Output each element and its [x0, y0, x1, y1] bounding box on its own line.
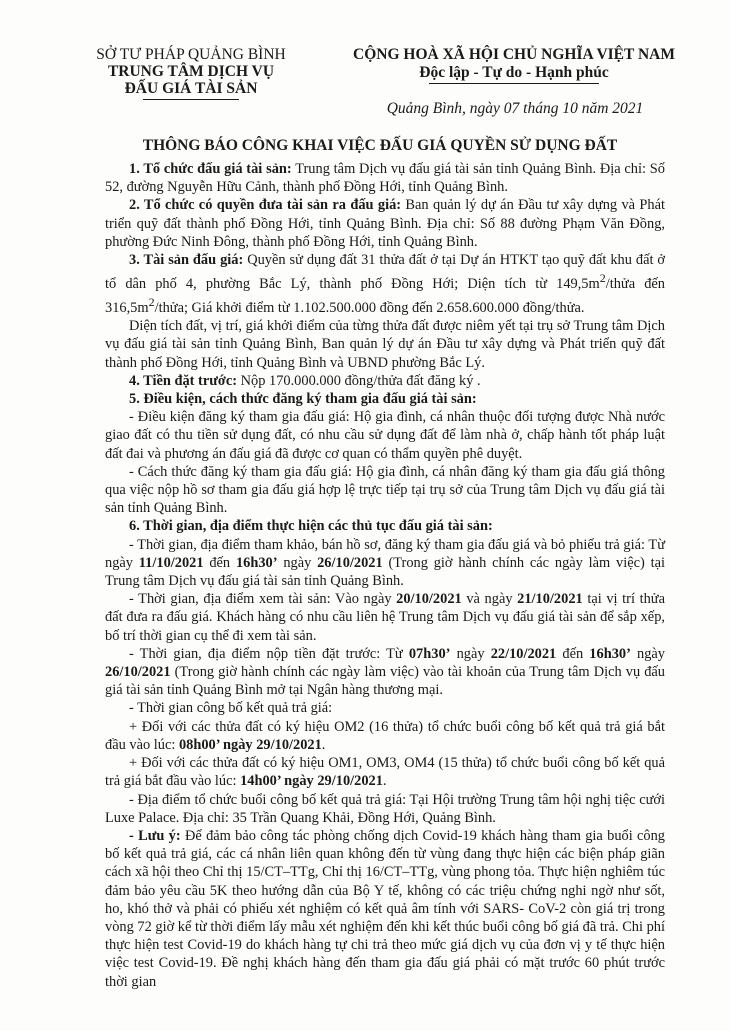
section-6-label: 6. Thời gian, địa điểm thực hiện các thủ tục đấu giá tài sản: — [129, 518, 493, 535]
session-start: 14h00’ ngày 29/10/2021 — [240, 773, 383, 790]
section-5-label: 5. Điều kiện, cách thức đăng ký tham gia đấu giá tài sản: — [129, 391, 477, 408]
section-4 — [105, 372, 665, 390]
text-run: đến — [203, 554, 236, 571]
org-line-1: SỞ TƯ PHÁP QUẢNG BÌNH — [96, 46, 286, 63]
text-run: tại vị trí thửa đất đưa ra đấu giá. Khách hàng có nhu cầu liên hệ Trung tâm Dịch vụ đấu giá tài sản để sắp xếp, bố trí thời gian cụ thể đi xem tài sản. — [105, 591, 665, 644]
section-6-deposit — [105, 645, 665, 700]
date-value: 26/10/2021 — [105, 664, 171, 681]
section-6-venue: - Địa điểm tổ chức buổi công bố kết quả trả giá: Tại Hội trường Trung tâm hội nghị tiệc cưới Luxe Palace. Địa chỉ: 35 Trần Quang Khải, Đồng Hới, Quảng Bình. — [105, 791, 665, 826]
national-motto: Độc lập - Tự do - Hạnh phúc — [419, 64, 609, 81]
section-5-heading — [105, 390, 665, 408]
national-header — [330, 46, 698, 84]
section-1 — [105, 160, 665, 196]
text-run: (Trong giờ hành chính các ngày làm việc) vào tài khoản của Trung tâm Dịch vụ đấu giá tài sản tỉnh Quảng Bình mở tại Ngân hàng thương mại. — [105, 664, 665, 699]
area-unit-superscript-1: 2 — [599, 271, 606, 286]
time-value: 16h30’ — [235, 554, 278, 571]
text-run: + Đối với các thửa đất có ký hiệu OM2 (16 thửa) tổ chức buổi công bố kết quả trả giá bắt đầu vào lúc: — [105, 718, 665, 753]
note-text: Để đảm bảo công tác phòng chống dịch Covid-19 khách hàng tham gia buổi công bố kết quả trả giá, các cá nhân liên quan không đến từ vùng đang thực hiện các biện pháp giãn cách xã hội theo Chỉ thị 15/CT–TTg, Chỉ thị 16/CT–TTg, vùng phong tỏa. Thực hiện nghiêm túc đảm bảo yêu cầu 5K theo hướng dẫn của Bộ Y tế, không có các triệu chứng nghi ngờ như sốt, ho, khó thở và phải có phiếu xét nghiệm có kết quả âm tính với SARS- CoV-2 còn giá trị trong vòng 72 giờ kể từ thời điểm lấy mẫu xét nghiệm đến khi kết thúc buổi công bố giá đã trả. Chi phí thực hiện test Covid-19 do khách hàng tự chi trả theo mức giá dịch vụ của đơn vị y tế thực hiện việc test Covid-19. Đề nghị khách hàng đến tham gia đấu giá phải có mặt trước 60 phút trước thời gian — [105, 827, 666, 990]
section-2-text: Ban quản lý dự án Đầu tư xây dựng và Phát triển quỹ đất thành phố Đồng Hới, tỉnh Quảng Bình. Địa chỉ: Số 88 đường Phạm Văn Đồng, phường Đức Ninh Đông, thành phố Đồng Hới, tỉnh Quảng Bình. — [105, 197, 665, 250]
text-run: + Đối với các thửa đất có ký hiệu OM1, OM3, OM4 (15 thửa) tổ chức buổi công bố kết quả trả giá bắt đầu vào lúc: — [105, 755, 665, 790]
text-run: và ngày — [461, 591, 518, 608]
section-4-label: 4. Tiền đặt trước: — [129, 372, 238, 389]
org-underline — [143, 99, 239, 100]
section-1-text: Trung tâm Dịch vụ đấu giá tài sản tỉnh Quảng Bình. Địa chỉ: Số 52, đường Nguyễn Hữu Cảnh, thành phố Đồng Hới, tỉnh Quảng Bình. — [105, 161, 665, 196]
section-6-note — [105, 827, 665, 991]
section-5-method: - Cách thức đăng ký tham gia đấu giá: Hộ gia đình, cá nhân đăng ký tham gia đấu giá thông qua việc nộp hồ sơ tham gia đấu giá hợp lệ trực tiếp tại trụ sở của Trung tâm Dịch vụ đấu giá tài sản tỉnh Quảng Bình. — [105, 463, 665, 517]
area-unit-superscript-2: 2 — [148, 295, 155, 310]
date-value: 20/10/2021 — [396, 591, 462, 608]
section-6-announcement-time: - Thời gian công bố kết quả trả giá: — [129, 700, 333, 717]
section-1-label: 1. Tổ chức đấu giá tài sản: — [129, 161, 292, 177]
section-2 — [105, 196, 665, 251]
org-line-2: TRUNG TÂM DỊCH VỤ — [107, 63, 275, 80]
date-value: 21/10/2021 — [517, 591, 583, 608]
time-value: 16h30’ — [589, 645, 631, 662]
text-run: - Thời gian, địa điểm xem tài sản: Vào ngày — [129, 591, 397, 608]
note-label: - Lưu ý: — [129, 827, 181, 844]
section-6-registration — [105, 536, 665, 591]
motto-underline — [429, 83, 599, 84]
section-6-viewing — [105, 590, 665, 645]
section-2-label: 2. Tổ chức có quyền đưa tài sản ra đấu giá: — [129, 197, 402, 214]
text-run: đến — [556, 645, 590, 662]
session-start: 08h00’ ngày 29/10/2021 — [178, 736, 322, 753]
section-6-om1-om3-om4-session — [105, 754, 665, 790]
document-body — [105, 160, 665, 991]
section-6-om2-session — [105, 718, 665, 754]
date-value: 11/10/2021 — [138, 554, 204, 571]
section-3 — [105, 251, 665, 317]
date-value: 22/10/2021 — [490, 645, 557, 662]
org-line-3: ĐẤU GIÁ TÀI SẢN — [124, 80, 258, 97]
document-date: Quảng Bình, ngày 07 tháng 10 năm 2021 — [386, 100, 644, 117]
text-run: ngày — [450, 645, 491, 662]
issuing-organization — [78, 46, 304, 100]
text-run: (Trong giờ hành chính các ngày làm việc) tại Trung tâm Dịch vụ đấu giá tài sản tỉnh Quảng Bình. — [105, 554, 665, 590]
section-3-note: Diện tích đất, vị trí, giá khởi điểm của từng thửa đất được niêm yết tại trụ sở Trung tâm Dịch vụ đấu giá tài sản tỉnh Quảng Bình, Ban quản lý dự án Đầu tư xây dựng và Phát triển quỹ đất thành phố Đồng Hới, tỉnh Quảng Bình và UBND phường Bắc Lý. — [105, 318, 665, 371]
text-run: . — [321, 736, 326, 753]
section-4-text: Nộp 170.000.000 đồng/thửa đất đăng ký . — [237, 372, 481, 389]
text-run: - Thời gian, địa điểm nộp tiền đặt trước: Từ — [129, 645, 409, 662]
text-run: . — [382, 773, 387, 790]
section-5-conditions: - Điều kiện đăng ký tham gia đấu giá: Hộ gia đình, cá nhân thuộc đối tượng được Nhà nước giao đất có thu tiền sử dụng đất, có nhu cầu sử dụng đất để làm nhà ở, chấp hành tốt pháp luật đất đai và phương án đấu giá đã được cơ quan có thẩm quyền phê duyệt. — [105, 409, 665, 462]
text-run: ngày — [630, 645, 665, 662]
section-3-text-a: Quyền sử dụng đất 31 thửa đất ở tại Dự án HTKT tạo quỹ đất khu đất ở tổ dân phố 4, phường Bắc Lý, thành phố Đồng Hới; Diện tích từ 149,5m — [105, 252, 665, 293]
document-title: THÔNG BÁO CÔNG KHAI VIỆC ĐẤU GIÁ QUYỀN SỬ DỤNG ĐẤT — [142, 137, 618, 154]
section-3-text-c: /thửa; Giá khởi điểm từ 1.102.500.000 đồng đến 2.658.600.000 đồng/thửa. — [154, 300, 585, 317]
text-run: - Thời gian, địa điểm tham khảo, bán hồ sơ, đăng ký tham gia đấu giá và bỏ phiếu trả giá: Từ ngày — [105, 536, 665, 571]
section-6-heading — [105, 517, 665, 535]
time-value: 07h30’ — [408, 645, 451, 662]
section-3-text-b: /thửa đến 316,5m — [105, 276, 665, 317]
date-value: 26/10/2021 — [317, 554, 383, 571]
text-run: ngày — [277, 554, 318, 571]
section-3-label: 3. Tài sản đấu giá: — [129, 252, 244, 269]
nation-name: CỘNG HOÀ XÃ HỘI CHỦ NGHĨA VIỆT NAM — [353, 46, 675, 63]
